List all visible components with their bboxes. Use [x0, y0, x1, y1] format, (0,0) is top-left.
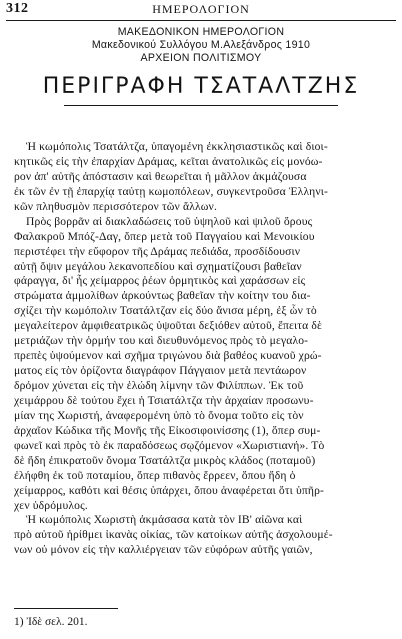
- footnote-rule: [14, 608, 118, 609]
- text-line: νων οὐ μόνον εἰς τὴν καλλιέργειαν τῶν εὐφόρων αὐτῆς γαιῶν,: [14, 543, 313, 557]
- page-number: 312: [6, 1, 29, 16]
- text-line: δρόμον χύνεται εἰς τὴν ἑλώδη λίμνην τῶν Φιλίππων. Ἐκ τοῦ: [14, 379, 304, 392]
- text-line: μετριάζων τὴν ὁρμήν του καὶ διευθυνόμενος πρὸς τὸ μεγαλο-: [14, 334, 309, 348]
- text-line: χεν ὑδρόμυλος.: [14, 498, 88, 512]
- text-line: μίαν της Χωριστή, ἀναφερομένη ὑπὸ τὸ ὄνομα τοῦτο εἰς τὸν: [14, 408, 304, 422]
- text-line: Πρὸς βορρᾶν αἱ διακλαδώσεις τοῦ ὑψηλοῦ καὶ ψιλοῦ ὄρους: [26, 214, 313, 228]
- text-line: χειμάρρου δὲ τούτου ἔχει ἡ Τσιατάλτζα τὴν ἀρχαίαν προσωνυ-: [14, 393, 314, 407]
- running-head: ΗΜΕΡΟΛΟΓΙΟΝ: [152, 2, 250, 16]
- text-line: φωνεῖ καὶ πρὸς τὸ ἐκ παραδόσεως σῳζόμενον «Χωριστιανή». Τὸ: [14, 438, 325, 452]
- article-title: ΠΕΡΙΓΡΑΦΗ ΤΣΑΤΑΛΤΖΗΣ: [42, 74, 360, 99]
- text-line: ρον ἀπ' αὐτῆς ἀπόστασιν καὶ θεωρεῖται ἡ μᾶλλον ἀκμάζουσα: [14, 169, 307, 183]
- text-line: χείμαρρος, καθότι καὶ θέσις ὑπάρχει, ὅπου ἀναφέρεται ὅτι ὑπῆρ-: [14, 483, 325, 497]
- footnote: 1) Ἰδὲ σελ. 201.: [14, 616, 88, 628]
- page-header: [6, 1, 396, 19]
- text-line: ἐκ τῶν ἐν τῇ ἐπαρχίᾳ ταύτῃ κωμοπόλεων, συγκεντροῦσα Ἑλληνι-: [14, 184, 328, 198]
- title-rule: [64, 105, 338, 106]
- text-line: ματος εἰς τὸν ὁρίζοντα διαγράφον Πάγγαιον μετὰ πεντάωρον: [14, 364, 307, 378]
- text-line: μεγαλείτερον ἀμφιθεατρικῶς ὑψοῦται δεξιόθεν αὐτοῦ, ἔπειτα δὲ: [14, 319, 323, 333]
- source-line: Μακεδονικού Συλλόγου Μ.Αλεξάνδρος 1910: [91, 39, 311, 51]
- text-line: δὲ ἤδη ἐπικρατοῦν ὄνομα Τσατάλτζα μικρὸς κλάδος (ποταμοῦ): [14, 453, 316, 467]
- body-text: [14, 140, 390, 558]
- text-line: Ἡ κωμόπολις Χωριστὴ ἀκμάσασα κατὰ τὸν ΙΒ' αἰῶνα καὶ: [26, 513, 303, 527]
- text-line: ἐλήφθη ἐκ τοῦ ποταμίου, ὅπερ πιθανὸς ἔρρεεν, ὅπου ἤδη ὁ: [14, 468, 296, 482]
- text-line: περιστέφει τὴν εὔφορον τῆς Δράμας πεδιάδα, προσδίδουσιν: [14, 244, 301, 258]
- source-block: [0, 26, 402, 65]
- text-line: κῶν πληθυσμὸν περισσότερον τῶν ἄλλων.: [14, 199, 217, 213]
- source-line: ΑΡΧΕΙΟΝ ΠΟΛΙΤΙΣΜΟΥ: [140, 52, 262, 64]
- text-line: στρώματα ἀμμολίθων ἀρκούντως βαθεῖαν τὴν κοίτην του δια-: [14, 289, 311, 303]
- source-line: ΜΑΚΕΔΟΝΙΚΟΝ ΗΜΕΡΟΛΟΓΙΟΝ: [117, 26, 285, 38]
- text-line: πρεπὲς ὑψούμενον καὶ σχῆμα τριγώνου διὰ βαθέος κυανοῦ χρώ-: [14, 349, 322, 363]
- text-line: Φαλακροῦ Μπόζ-Δαγ, ὅπερ μετὰ τοῦ Παγγαίου καὶ Μενοικίου: [14, 229, 315, 243]
- text-line: σχίζει τὴν κωμόπολιν Τσατάλτζαν εἰς δύο ἄνισα μέρη, ἐξ ὧν τὸ: [14, 304, 317, 318]
- text-line: πρὸ αὐτοῦ ἠρίθμει ἱκανὰς οἰκίας, τῶν κατοίκων αὐτῆς ἀσχολουμέ-: [14, 528, 333, 542]
- text-line: ἀρχαῖον Κώδικα τῆς Μονῆς τῆς Εἰκοσιφοινίσσης (1), ὅπερ συμ-: [14, 423, 321, 437]
- text-line: κητικῶς εἰς τὴν ἐπαρχίαν Δράμας, κεῖται ἀνατολικῶς εἰς μονόω-: [14, 154, 323, 168]
- text-line: φάραγγα, δι' ἧς χείμαρρος ῥέων ὁρμητικὸς καὶ χαράσσων εἰς: [14, 274, 306, 288]
- header-rule: [6, 20, 396, 21]
- text-line: αὐτῇ ὄψιν μεγάλου λεκανοπεδίου καὶ σχηματίζουσι βαθεῖαν: [14, 259, 302, 273]
- text-line: Ἡ κωμόπολις Τσατάλτζα, ὑπαγομένη ἐκκλησιαστικῶς καὶ διοι-: [26, 140, 328, 153]
